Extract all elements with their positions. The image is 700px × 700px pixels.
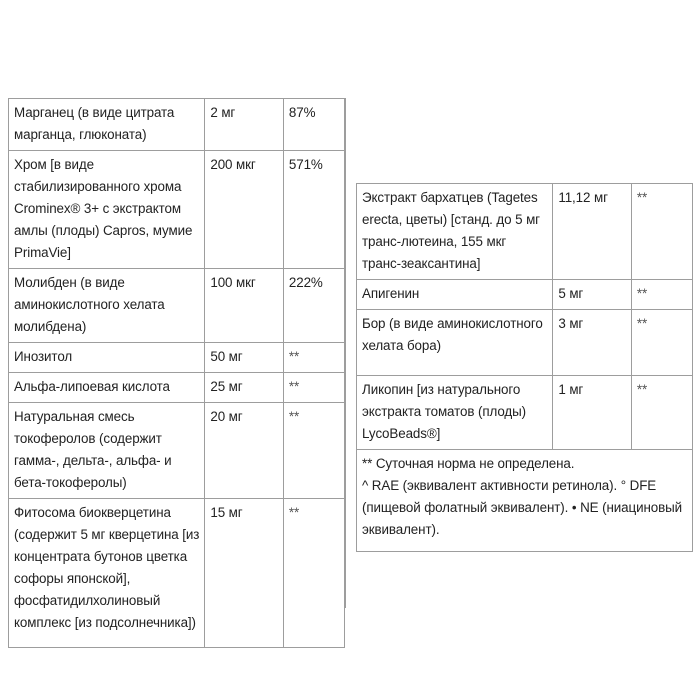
ingredient-amount: 25 мг bbox=[205, 373, 284, 403]
table-row bbox=[357, 376, 693, 450]
footnote-row bbox=[357, 450, 693, 552]
table-row bbox=[9, 151, 345, 269]
ingredient-name: Молибден (в виде аминокислотного хелата молибдена) bbox=[9, 269, 205, 343]
ingredient-name: Альфа-липоевая кислота bbox=[9, 373, 205, 403]
ingredient-amount: 3 мг bbox=[553, 310, 632, 376]
ingredient-name: Инозитол bbox=[9, 343, 205, 373]
table-row bbox=[9, 99, 345, 151]
ingredient-amount: 1 мг bbox=[553, 376, 632, 450]
table-row bbox=[9, 403, 345, 499]
daily-value: 571% bbox=[283, 151, 344, 269]
ingredient-amount: 50 мг bbox=[205, 343, 284, 373]
ingredient-amount: 11,12 мг bbox=[553, 184, 632, 280]
ingredient-name: Фитосома биокверцетина (содержит 5 мг кверцетина [из концентрата бутонов цветка софоры японской], фосфатидилхолиновый комплекс [из подсолнечника]) bbox=[9, 499, 205, 648]
footnotes bbox=[357, 450, 693, 552]
ingredient-name: Апигенин bbox=[357, 280, 553, 310]
daily-value: ** bbox=[631, 280, 692, 310]
table-row bbox=[357, 184, 693, 280]
table-row bbox=[9, 373, 345, 403]
footnote-daily-value: ** Суточная норма не определена. bbox=[362, 456, 575, 471]
daily-value: ** bbox=[283, 373, 344, 403]
table-row bbox=[9, 269, 345, 343]
table-row bbox=[357, 310, 693, 376]
nutrition-table-right bbox=[356, 183, 693, 552]
daily-value: ** bbox=[631, 310, 692, 376]
daily-value: 87% bbox=[283, 99, 344, 151]
ingredient-name: Ликопин [из натурального экстракта томатов (плоды) LycoBeads®] bbox=[357, 376, 553, 450]
ingredient-amount: 2 мг bbox=[205, 99, 284, 151]
daily-value: ** bbox=[283, 343, 344, 373]
ingredient-amount: 15 мг bbox=[205, 499, 284, 648]
daily-value: ** bbox=[283, 499, 344, 648]
ingredient-name: Бор (в виде аминокислотного хелата бора) bbox=[357, 310, 553, 376]
table-row bbox=[9, 343, 345, 373]
daily-value: ** bbox=[631, 184, 692, 280]
daily-value: ** bbox=[631, 376, 692, 450]
ingredient-amount: 5 мг bbox=[553, 280, 632, 310]
ingredient-name: Марганец (в виде цитрата марганца, глюконата) bbox=[9, 99, 205, 151]
ingredient-amount: 200 мкг bbox=[205, 151, 284, 269]
nutrition-table-left bbox=[8, 98, 345, 648]
ingredient-name: Хром [в виде стабилизированного хрома Crominex® 3+ с экстрактом амлы (плоды) Capros, мумие PrimaVie] bbox=[9, 151, 205, 269]
table-row bbox=[9, 499, 345, 648]
daily-value: ** bbox=[283, 403, 344, 499]
daily-value: 222% bbox=[283, 269, 344, 343]
table-row bbox=[357, 280, 693, 310]
ingredient-amount: 100 мкг bbox=[205, 269, 284, 343]
ingredient-name: Экстракт бархатцев (Tagetes erecta, цветы) [станд. до 5 мг транс-лютеина, 155 мкг транс-зеаксантина] bbox=[357, 184, 553, 280]
footnote-equivalents: ^ RAE (эквивалент активности ретинола). ° DFE (пищевой фолатный эквивалент). • NE (ниациновый эквивалент). bbox=[362, 478, 683, 537]
ingredient-name: Натуральная смесь токоферолов (содержит гамма-, дельта-, альфа- и бета-токоферолы) bbox=[9, 403, 205, 499]
ingredient-amount: 20 мг bbox=[205, 403, 284, 499]
